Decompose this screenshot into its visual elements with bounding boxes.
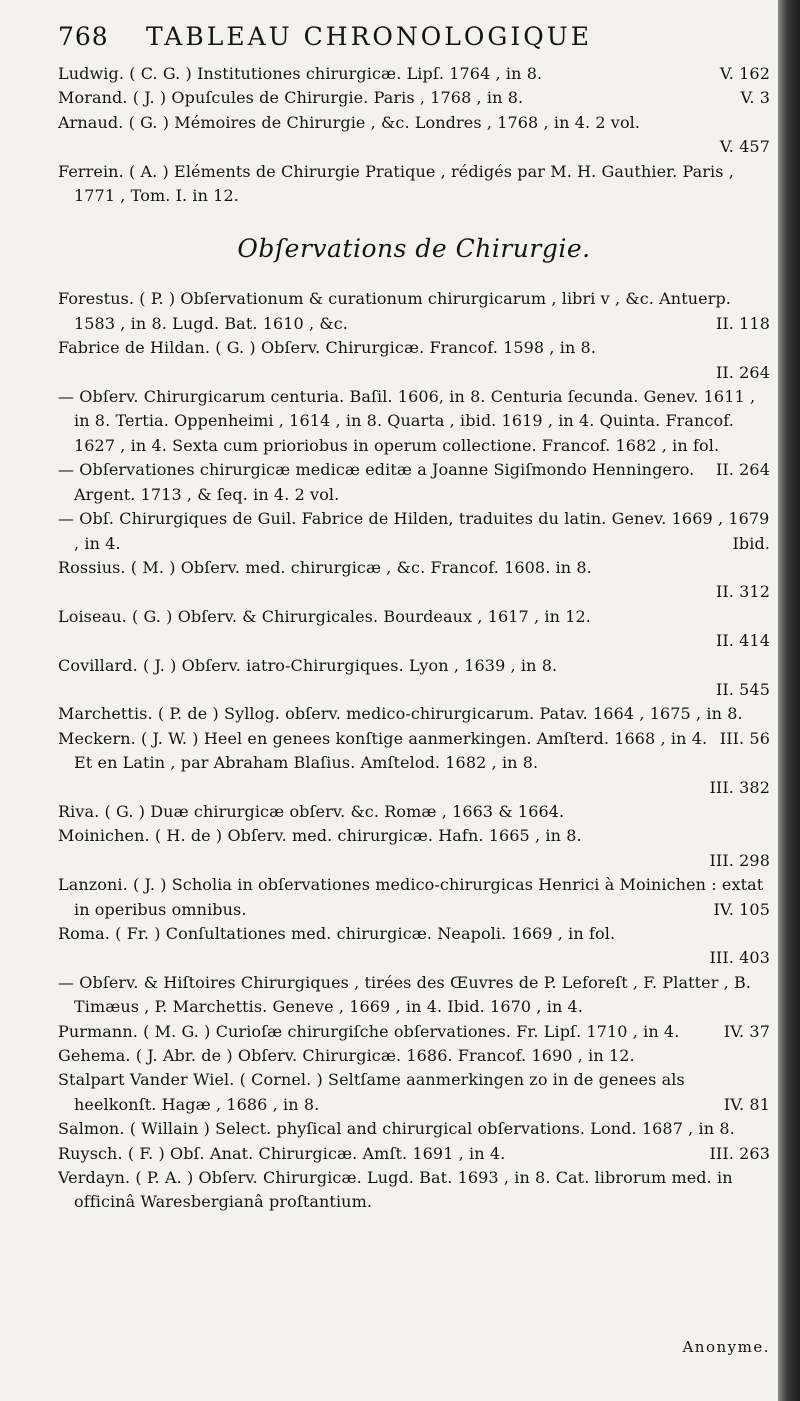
entry-text: Ferrein. ( A. ) Eléments de Chirurgie Pratique , rédigés par M. H. Gauthier. Paris , 1771 , Tom. I. in 12. xyxy=(58,161,734,206)
entry-reference: II. 264 xyxy=(715,362,770,382)
entry-reference: III. 263 xyxy=(709,1143,770,1163)
entry-moinichen xyxy=(58,824,770,873)
section-heading: Obſervations de Chirurgie. xyxy=(237,234,591,264)
entry-roma-histoires xyxy=(58,971,770,1020)
entry-meckern xyxy=(58,727,770,800)
entry-reference: IV. 37 xyxy=(723,1021,770,1041)
running-title: TABLEAU CHRONOLOGIQUE xyxy=(146,22,593,51)
entry-text: Riva. ( G. ) Duæ chirurgicæ obſerv. &c. Romæ , 1663 & 1664. xyxy=(58,801,565,821)
entry-reference: V. 457 xyxy=(719,137,770,157)
entry-text: Forestus. ( P. ) Obſervationum & curationum chirurgicarum , libri v , &c. Antuerp. 1583 , in 8. Lugd. Bat. 1610 , &c. xyxy=(58,289,731,333)
entry-salmon xyxy=(58,1117,770,1141)
entry-text: — Obſ. Chirurgiques de Guil. Fabrice de Hilden, traduites du latin. Genev. 1669 , 1679 , in 4. xyxy=(58,509,770,553)
entry-text: Meckern. ( J. W. ) Heel en genees konſtige aanmerkingen. Amſterd. 1668 , in 4. Et en Latin , par Abraham Blaſius. Amſtelod. 1682 , in 8. xyxy=(58,728,708,773)
entry-text: Stalpart Vander Wiel. ( Cornel. ) Seltſame aanmerkingen zo in de genees als heelkonſt. Hagæ , 1686 , in 8. xyxy=(58,1070,685,1114)
entry-reference: III. 56 xyxy=(719,728,770,748)
entry-text: Salmon. ( Willain ) Select. phyſical and chirurgical obſervations. Lond. 1687 , in 8. xyxy=(58,1119,735,1139)
entry-text: Morand. ( J. ) Opuſcules de Chirurgie. Paris , 1768 , in 8. xyxy=(58,88,524,108)
catchword: Anonyme. xyxy=(682,1338,770,1356)
entry-text: — Obſervationes chirurgicæ medicæ editæ a Joanne Sigiſmondo Henningero. Argent. 1713 , & ſeq. in 4. 2 vol. xyxy=(58,460,695,504)
entry-reference: II. 545 xyxy=(715,679,770,699)
entry-reference: V. 162 xyxy=(719,64,770,83)
entry-marchettis xyxy=(58,702,770,748)
entry-text: Lanzoni. ( J. ) Scholia in obſervationes medico-chirurgicas Henrici à Moinichen : extat in operibus omnibus. xyxy=(58,875,764,919)
entry-purmann xyxy=(58,1020,770,1044)
entry-text: Marchettis. ( P. de ) Syllog. obſerv. medico-chirurgicarum. Patav. 1664 , 1675 , in 8. xyxy=(58,704,743,724)
entry-reference: III. 403 xyxy=(709,948,770,968)
entry-ruysch xyxy=(58,1142,770,1166)
entry-text: — Obſerv. & Hiſtoires Chirurgiques , tirées des Œuvres de P. Leforeſt , F. Platter , B. Timæus , P. Marchettis. Geneve , 1669 , in 4. Ibid. 1670 , in 4. xyxy=(58,972,752,1017)
entry-stalpart xyxy=(58,1068,770,1117)
entry-reference: IV. 81 xyxy=(723,1094,770,1114)
entry-ferrein xyxy=(58,160,770,209)
page-number: 768 xyxy=(58,22,109,51)
entry-riva xyxy=(58,800,770,824)
entry-forestus xyxy=(58,287,770,336)
entry-text: Covillard. ( J. ) Obſerv. iatro-Chirurgiques. Lyon , 1639 , in 8. xyxy=(58,655,558,675)
entry-morand xyxy=(58,86,770,110)
entry-fabrice-henningero xyxy=(58,458,770,507)
entry-text: Purmann. ( M. G. ) Curioſæ chirurgiſche obſervationes. Fr. Lipſ. 1710 , in 4. xyxy=(58,1021,680,1041)
entry-fabrice-centuria xyxy=(58,385,770,480)
entry-reference: IV. 105 xyxy=(713,899,770,919)
entry-reference: III. 382 xyxy=(709,777,770,797)
entry-fabrice-traduites xyxy=(58,507,770,556)
entry-rossius xyxy=(58,556,770,605)
entry-verdayn xyxy=(58,1166,770,1215)
entry-text: Ruysch. ( F. ) Obſ. Anat. Chirurgicæ. Amſt. 1691 , in 4. xyxy=(58,1143,506,1163)
entry-reference: Ibid. xyxy=(732,533,770,553)
entry-text: Arnaud. ( G. ) Mémoires de Chirurgie , &c. Londres , 1768 , in 4. 2 vol. xyxy=(58,112,641,132)
entry-ludwig xyxy=(58,62,770,86)
book-gutter-shadow xyxy=(778,0,800,1401)
entry-text: Rossius. ( M. ) Obſerv. med. chirurgicæ , &c. Francof. 1608. in 8. xyxy=(58,557,592,577)
entry-text: — Obſerv. Chirurgicarum centuria. Baſil. 1606, in 8. Centuria ſecunda. Genev. 1611 , in 8. Tertia. Oppenheimi , 1614 , in 8. Quarta , ibid. 1619 , in 4. Quinta. Francof. 1627 , in 4. Sexta cum prioriobus in operum collectione. Francof. 1682 , in fol. xyxy=(58,387,756,455)
entry-text: Moinichen. ( H. de ) Obſerv. med. chirurgicæ. Hafn. 1665 , in 8. xyxy=(58,826,582,846)
page-header xyxy=(58,22,770,60)
entry-text: Fabrice de Hildan. ( G. ) Obſerv. Chirurgicæ. Francof. 1598 , in 8. xyxy=(58,338,597,358)
entry-reference: II. 264 xyxy=(715,460,770,480)
entry-roma xyxy=(58,922,770,971)
page-content xyxy=(58,22,770,1215)
entry-loiseau xyxy=(58,605,770,654)
entry-reference: III. 298 xyxy=(709,850,770,870)
entry-reference: V. 3 xyxy=(740,88,770,108)
entry-covillard xyxy=(58,654,770,703)
entry-text: Roma. ( Fr. ) Conſultationes med. chirurgicæ. Neapoli. 1669 , in fol. xyxy=(58,924,616,943)
entry-reference: II. 312 xyxy=(715,582,770,602)
entry-reference: II. 414 xyxy=(715,631,770,651)
entry-text: Ludwig. ( C. G. ) Institutiones chirurgicæ. Lipſ. 1764 , in 8. xyxy=(58,64,543,83)
entry-text: Gehema. ( J. Abr. de ) Obſerv. Chirurgicæ. 1686. Francof. 1690 , in 12. xyxy=(58,1046,635,1066)
entry-fabrice-de-hildan xyxy=(58,336,770,385)
entry-reference: II. 118 xyxy=(715,313,770,333)
entry-lanzoni xyxy=(58,873,770,922)
entry-arnaud xyxy=(58,111,770,160)
entry-text: Verdayn. ( P. A. ) Obſerv. Chirurgicæ. Lugd. Bat. 1693 , in 8. Cat. librorum med. in officinâ Waresbergianâ proſtantium. xyxy=(58,1168,733,1212)
entry-text: Loiseau. ( G. ) Obſerv. & Chirurgicales. Bourdeaux , 1617 , in 12. xyxy=(58,606,591,626)
entry-gehema xyxy=(58,1044,770,1068)
